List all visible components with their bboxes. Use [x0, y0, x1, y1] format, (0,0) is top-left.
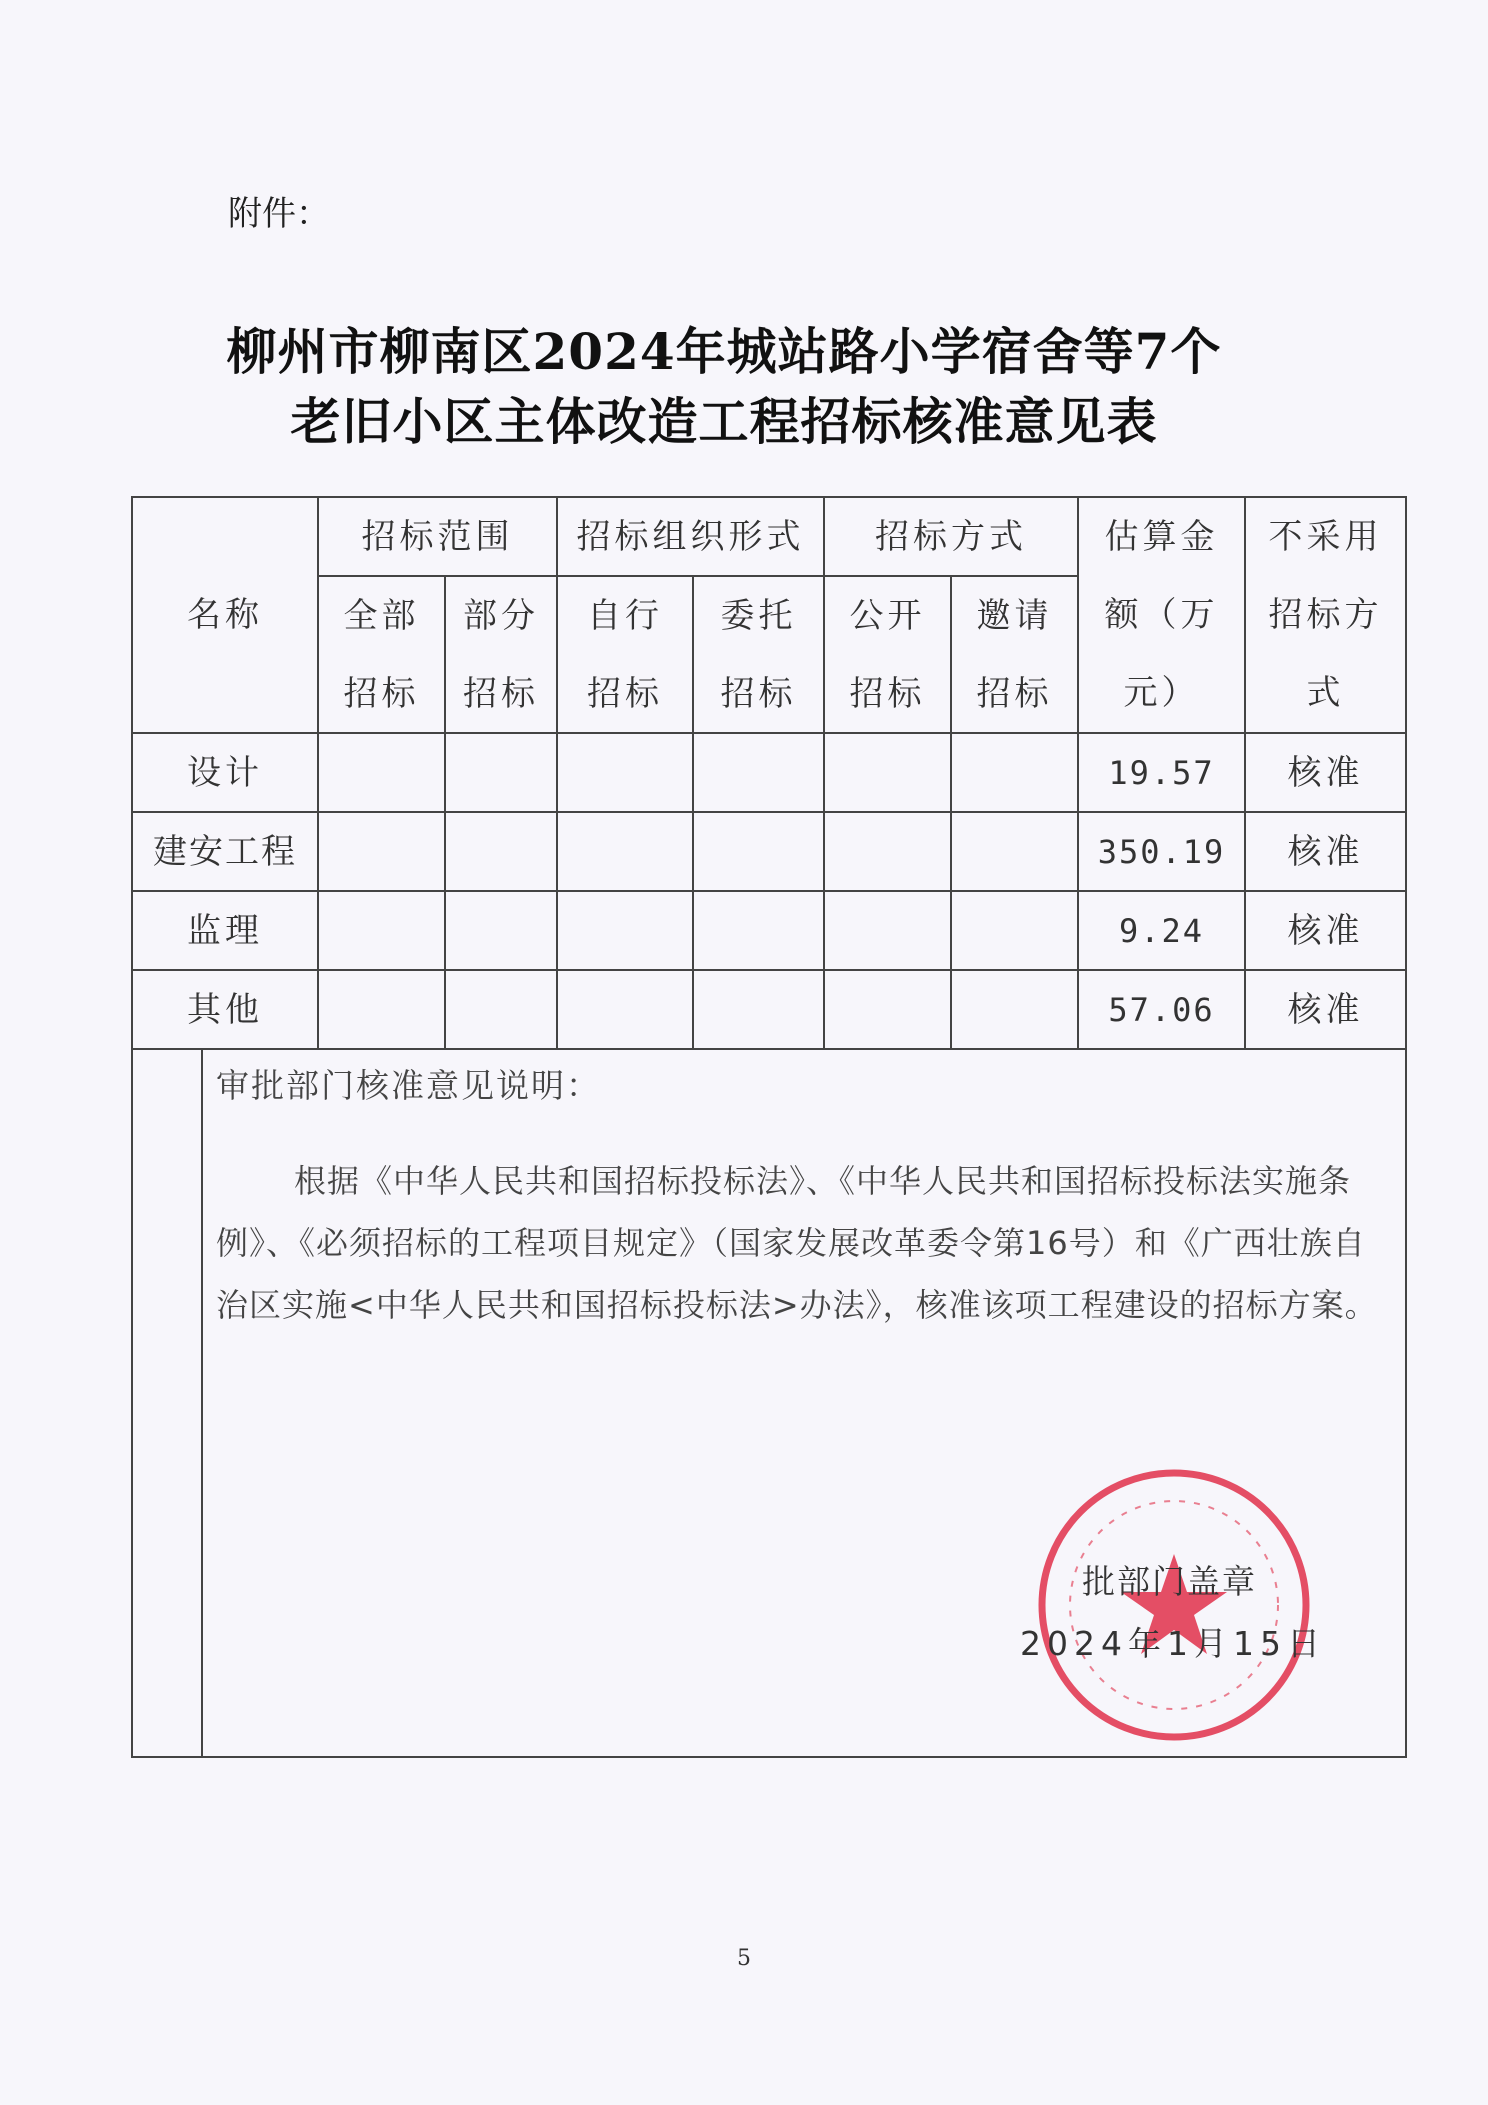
document-title-line1: 柳州市柳南区2024年城站路小学宿舍等7个: [226, 322, 1222, 381]
header-not-adopt-line2: 招标方: [1268, 595, 1383, 635]
header-org-self-line1: 自行: [587, 595, 663, 636]
header-org-self: [557, 576, 693, 733]
header-scope-partial-line2: 招标: [463, 673, 539, 714]
header-org: 招标组织形式: [576, 516, 805, 557]
row-not-adopt: 核准: [1287, 989, 1364, 1030]
row-amount: 19.57: [1108, 753, 1215, 792]
header-not-adopt-line3: 式: [1306, 673, 1345, 713]
header-scope: 招标范围: [361, 516, 514, 557]
header-org-self-line2: 招标: [587, 673, 663, 714]
header-method: 招标方式: [875, 516, 1027, 557]
remarks-label: 审批部门核准意见说明：: [216, 1066, 601, 1105]
header-not-adopt-line1: 不采用: [1268, 517, 1383, 557]
header-method-open-line2: 招标: [849, 673, 926, 714]
row-name: 建安工程: [153, 831, 297, 872]
header-org-entrust: [693, 576, 824, 733]
header-amount-line1: 估算金: [1104, 517, 1219, 557]
signature-department: 批部门盖章: [1082, 1562, 1257, 1601]
row-name: 其他: [187, 989, 263, 1030]
signature-date: 2024年1月15日: [1020, 1624, 1326, 1663]
header-amount-line3: 元）: [1123, 673, 1200, 713]
header-method-invite: [951, 576, 1078, 733]
header-scope-partial: [445, 576, 557, 733]
row-amount: 350.19: [1097, 832, 1226, 871]
header-scope-full-line1: 全部: [343, 595, 420, 636]
header-method-invite-line1: 邀请: [976, 595, 1053, 636]
header-scope-full: [318, 576, 445, 733]
row-amount: 57.06: [1108, 990, 1215, 1029]
row-not-adopt: 核准: [1287, 831, 1364, 872]
remarks-body: 根据《中华人民共和国招标投标法》、《中华人民共和国招标投标法实施条例》、《必须招标的工程项目规定》（国家发展改革委令第16号）和《广西壮族自治区实施<中华人民共和国招标投标法>办法》，核准该项工程建设的招标方案。: [216, 1162, 1378, 1324]
header-scope-full-line2: 招标: [343, 673, 420, 714]
row-not-adopt: 核准: [1287, 752, 1364, 793]
attachment-label: 附件：: [228, 194, 330, 234]
row-name: 设计: [187, 752, 263, 793]
row-amount: 9.24: [1118, 911, 1205, 950]
header-amount-line2: 额（万: [1104, 595, 1219, 635]
official-seal-icon: [1026, 1462, 1322, 1748]
header-method-open-line1: 公开: [849, 595, 926, 636]
row-name: 监理: [187, 910, 263, 951]
header-name: 名称: [187, 595, 263, 635]
header-not-adopt: [1245, 497, 1406, 733]
row-not-adopt: 核准: [1287, 910, 1364, 951]
header-org-entrust-line2: 招标: [720, 673, 797, 714]
header-org-entrust-line1: 委托: [720, 595, 797, 636]
header-scope-partial-line1: 部分: [463, 595, 539, 636]
document-title-line2: 老旧小区主体改造工程招标核准意见表: [290, 392, 1158, 451]
header-method-open: [824, 576, 951, 733]
header-method-invite-line2: 招标: [976, 673, 1053, 714]
page-number: 5: [737, 1946, 751, 1971]
header-amount: [1078, 497, 1245, 733]
